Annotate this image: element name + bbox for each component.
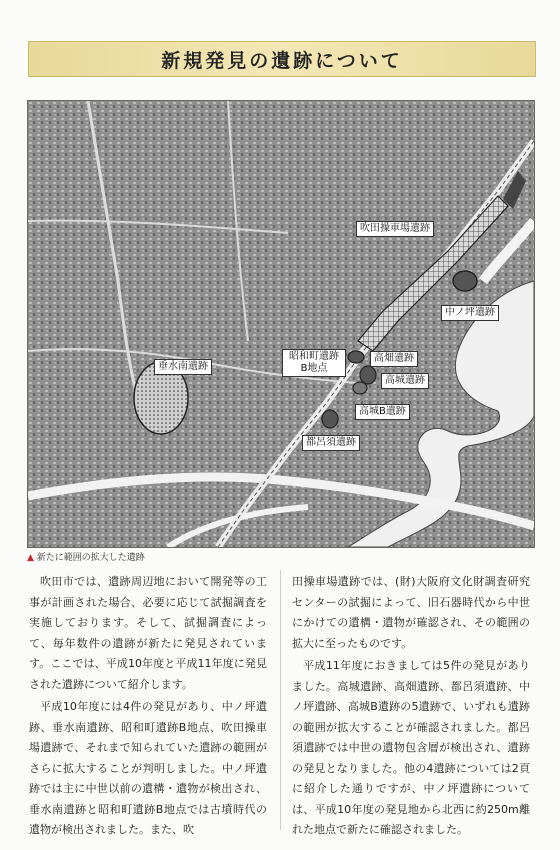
page-title: 新規発見の遺跡について — [161, 49, 403, 72]
map-caption — [27, 550, 145, 563]
map-label-nakanotsubo-site: 中ノ坪遺跡 — [441, 305, 499, 321]
aerial-map — [27, 100, 535, 548]
map-label-showacho-b-site: 昭和町遺跡 B地点 — [282, 349, 346, 377]
map-label-tarumi-minami-site: 垂水南遺跡 — [154, 359, 212, 375]
map-graphic — [28, 101, 534, 547]
body-column-right — [292, 572, 530, 841]
body-column-left — [29, 572, 267, 841]
caption-text: 新たに範囲の拡大した遺跡 — [36, 553, 145, 563]
paragraph: 田操車場遺跡では、(財)大阪府文化財調査研究センターの試掘によって、旧石器時代から中世にかけての遺構・遺物が確認され、その範囲の拡大に至ったものです。 — [292, 575, 530, 650]
map-label-takashiro-b-site: 高城B遺跡 — [355, 404, 410, 420]
map-label-takashiro-site: 高城遺跡 — [381, 373, 429, 389]
paragraph: 平成10年度には4件の発見があり、中ノ坪遺跡、垂水南遺跡、昭和町遺跡B地点、吹田操車場遺跡で、それまで知られていた遺跡の範囲がさらに拡大することが判明しました。中ノ坪遺跡では主に中世以前の遺構・遺物が検出され、垂水南遺跡と昭和町遺跡B地点では古墳時代の遺物が検出されました。また、吹 — [29, 700, 267, 836]
map-label-takahata-site: 高畑遺跡 — [370, 351, 418, 367]
column-divider — [280, 570, 281, 830]
map-label-tsuroshu-site: 都呂須遺跡 — [302, 435, 360, 451]
map-label-suita-rail-yard-site: 吹田操車場遺跡 — [356, 221, 434, 237]
paragraph: 吹田市では、遺跡周辺地において開発等の工事が計画された場合、必要に応じて試掘調査を実施しております。そして、試掘調査によって、毎年数件の遺跡が新たに発見されています。ここでは、平成10年度と平成11年度に発見された遺跡について紹介します。 — [29, 575, 267, 691]
triangle-marker-icon: ▲ — [27, 553, 34, 563]
paragraph: 平成11年度におきましては5件の発見がありました。高城遺跡、高畑遺跡、都呂須遺跡、中ノ坪遺跡、高城B遺跡の5遺跡で、いずれも遺跡の範囲が拡大することが確認されました。都呂須遺跡では中世の遺物包含層が検出され、遺跡の発見となりました。他の4遺跡については2頁に紹介した通りですが、中ノ坪遺跡については、平成10年度の発見地から北西に約250m離れた地点で新たに確認されました。 — [292, 659, 530, 836]
title-banner — [28, 41, 536, 77]
